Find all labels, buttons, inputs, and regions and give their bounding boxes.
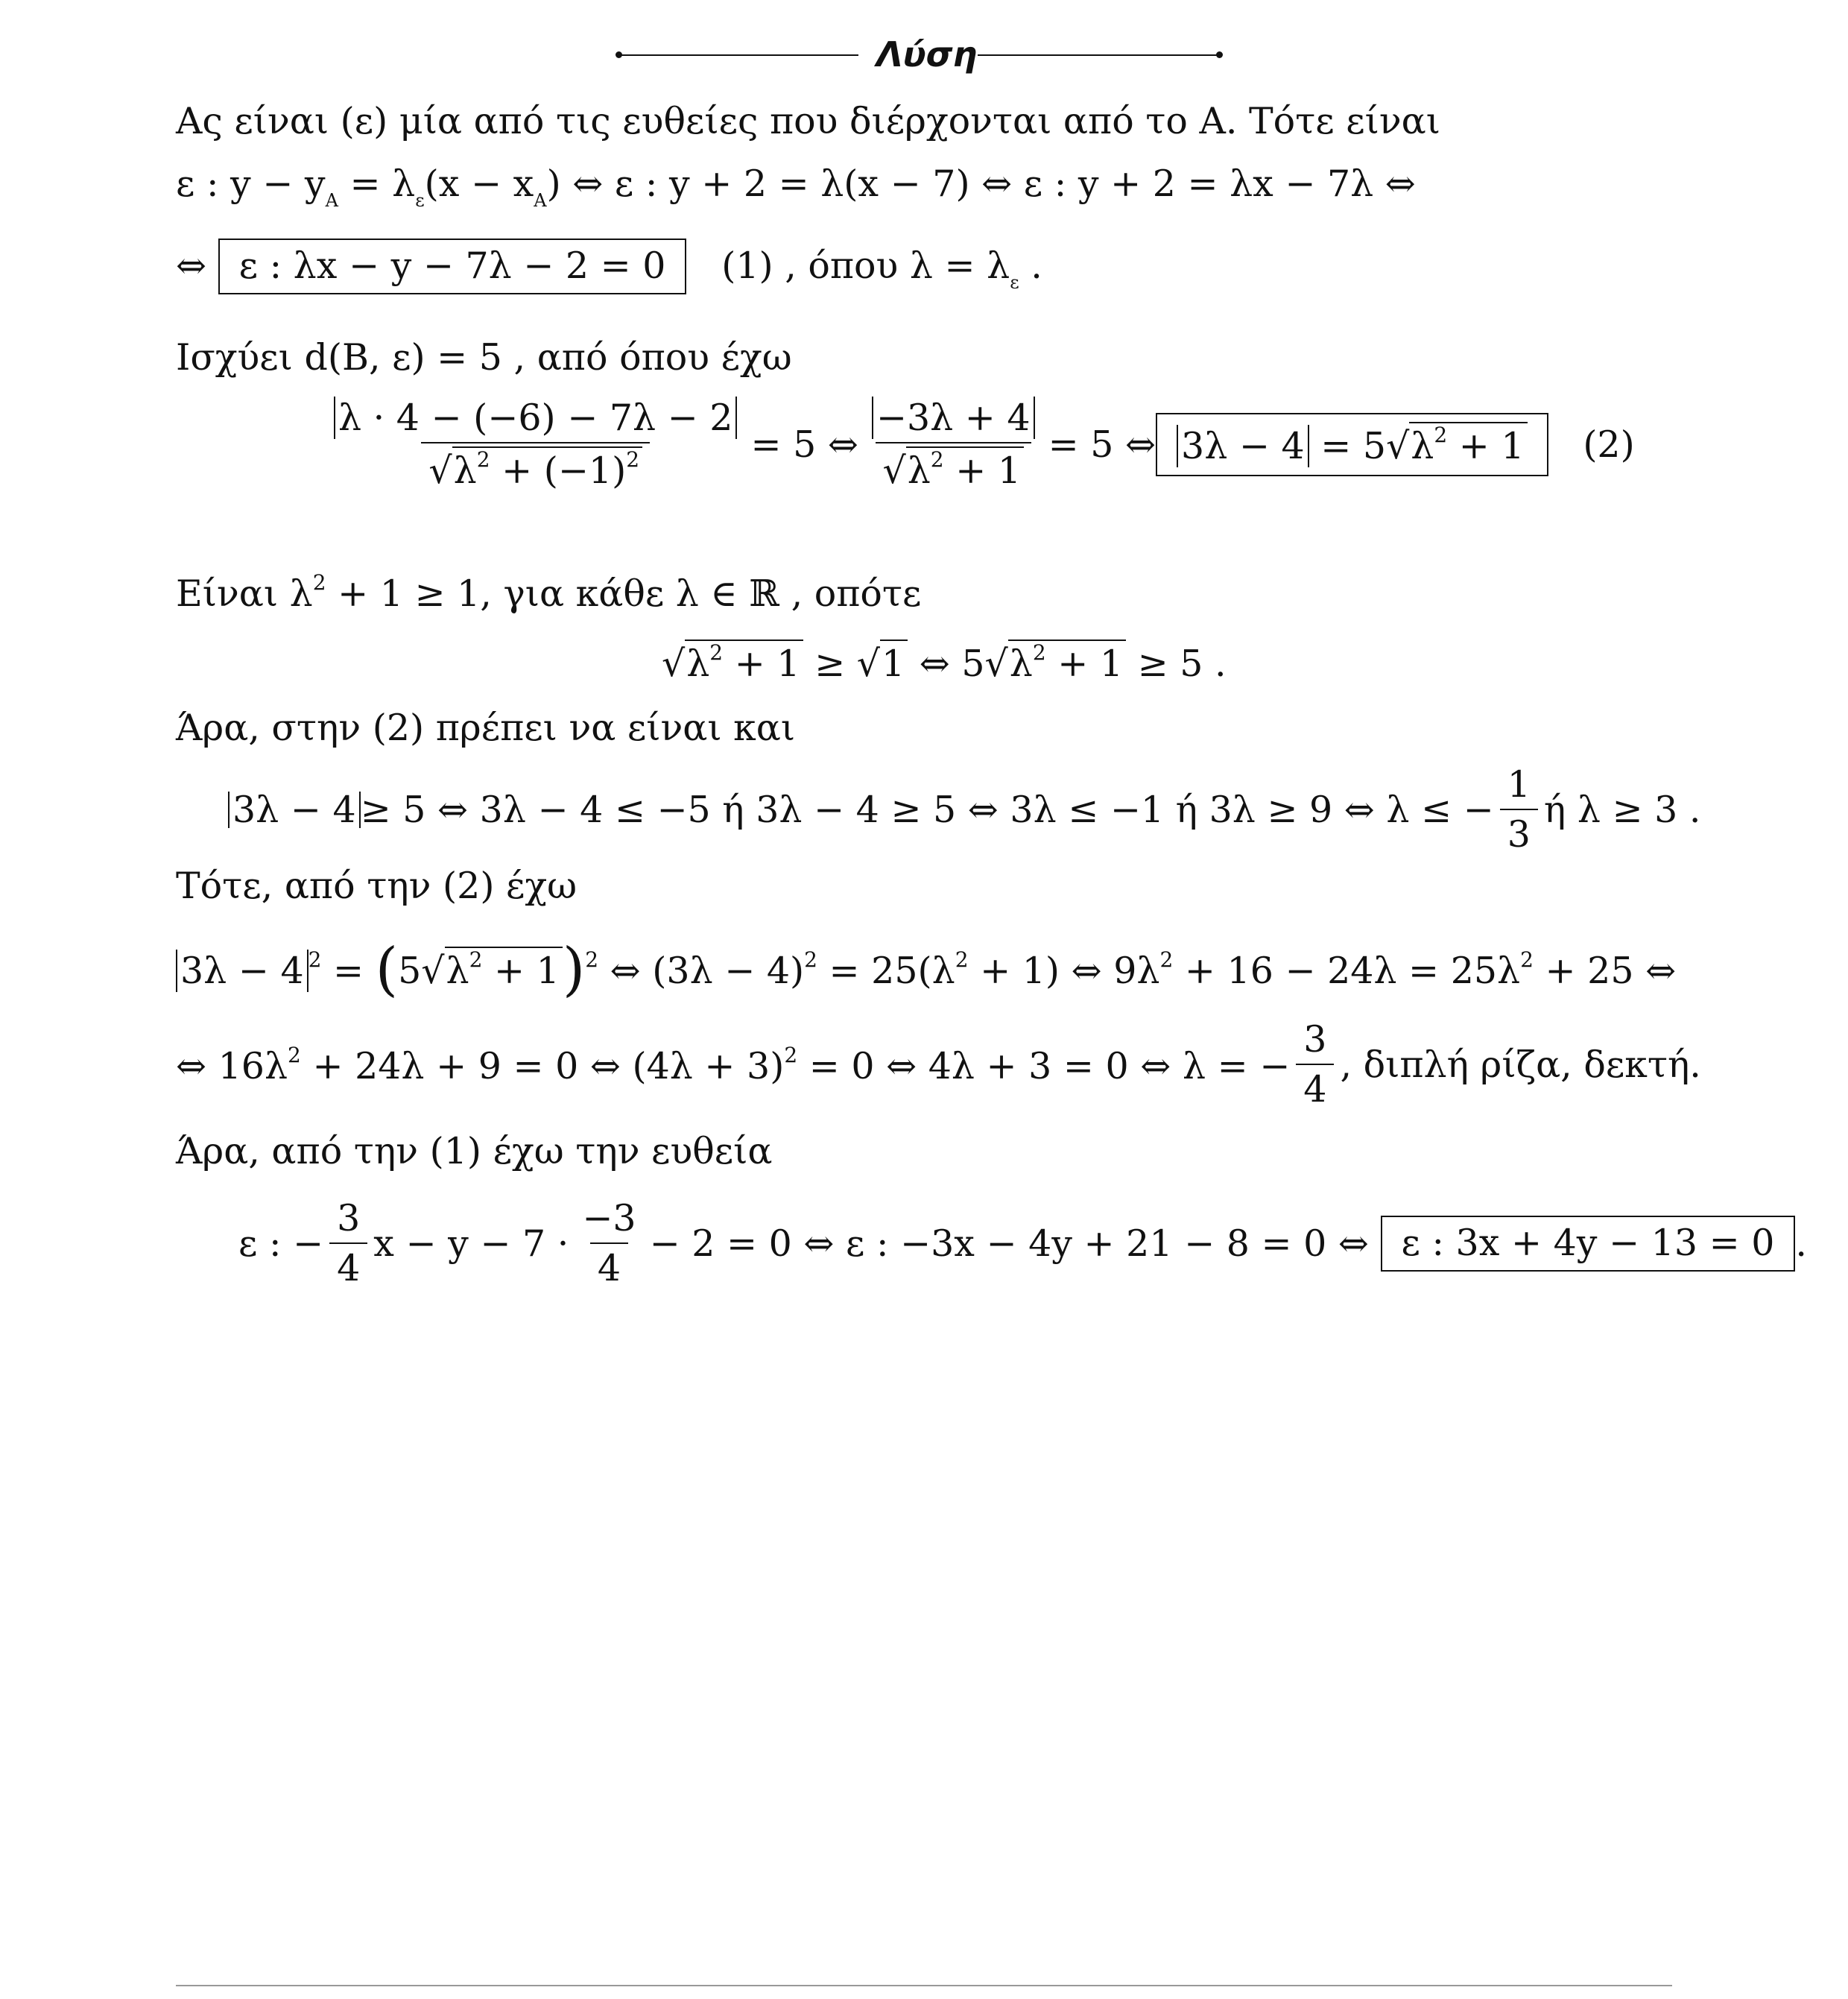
final-line-intro: Άρα, από την (1) έχω την ευθεία xyxy=(176,1130,773,1172)
boxed-final-equation: ε : 3x + 4y − 13 = 0 xyxy=(1381,1216,1796,1272)
abs-numerator-2: −3λ + 4 xyxy=(872,397,1035,439)
equiv-symbol: ⇔ xyxy=(176,244,207,287)
equation-label-2: (2) xyxy=(1583,423,1635,466)
solution-heading: Λύση xyxy=(876,34,978,75)
inequality-chain: 3λ − 4 ≥ 5 ⇔ 3λ − 4 ≤ −5 ή 3λ − 4 ≥ 5 ⇔ 3λ ≤ −1 ή 3λ ≥ 9 ⇔ λ ≤ − $\frac{1}{3}$ ή λ ≥ 3 . xyxy=(228,766,1700,853)
sqrt-denominator-1: $√\lambda^2 + (-1)^2$ xyxy=(428,449,642,489)
eq-part: . xyxy=(1019,244,1042,287)
eq-part: ) ⇔ ε : y + 2 = λ(x − 7) ⇔ ε : y + 2 = λx − 7λ ⇔ xyxy=(546,162,1416,205)
sqrt-expression: $√\lambda^2 + 1$ xyxy=(1386,425,1528,464)
eq-part: = 5 ⇔ xyxy=(1048,423,1156,466)
fraction-final-1: $\frac{3}{4}$ xyxy=(329,1200,367,1286)
eq-part: ε : y − y xyxy=(176,162,326,205)
fraction-one-third: $\frac{1}{3}$ xyxy=(1500,766,1538,853)
distance-formula xyxy=(320,397,1635,492)
eq-part: (x − x xyxy=(424,162,534,205)
eq-part: = λ xyxy=(338,162,416,205)
heading-rule-left xyxy=(618,54,858,56)
sqrt-b: √1 xyxy=(857,645,908,682)
eq-sub: ε xyxy=(1010,272,1019,293)
sqrt-a: $√\lambda^2 + 1$ xyxy=(662,642,803,682)
abs-inequality: 3λ − 4 xyxy=(228,792,361,828)
so-line: Άρα, στην (2) πρέπει να είναι και xyxy=(176,707,796,749)
abs-value: 3λ − 4 xyxy=(1177,425,1309,467)
boxed-equation-1: ε : λx − y − 7λ − 2 = 0 xyxy=(218,239,687,294)
squared-equation: 3λ − 4 $^2 = (5√\lambda^2 + 1)^2$ ⇔ $(3\lambda - 4)^2 = 25(\lambda^2 + 1)$ ⇔ $9\lambda^2 + 16 - 24\lambda = 25\lambda^2 + 25$ ⇔ xyxy=(176,941,1676,999)
sqrt-c: $√\lambda^2 + 1$ xyxy=(985,642,1127,682)
fraction-final-2: $\frac{-3}{4}$ xyxy=(582,1197,636,1289)
heading-rule-right-dot xyxy=(1216,51,1223,58)
abs-squared: 3λ − 4 xyxy=(176,950,308,992)
lambda-condition-line: Είναι $\lambda^2 + 1 \ge 1$, για κάθε λ ∈ ℝ , οπότε xyxy=(176,570,922,615)
sqrt-denominator-2: $√\lambda^2 + 1$ xyxy=(883,449,1025,489)
boxed-equation-2: $3\lambda - 4 = 5√\lambda^2 + 1$ xyxy=(1156,413,1548,476)
heading-rule-right xyxy=(978,54,1219,56)
quadratic-equation: ⇔ $16\lambda^2 + 24\lambda + 9 = 0$ ⇔ $(4\lambda + 3)^2 = 0$ ⇔ 4λ + 3 = 0 ⇔ λ = − $\frac{3}{4}$ , διπλή ρίζα, δεκτή. xyxy=(176,1018,1701,1111)
sqrt-inequality: $√\lambda^2 + 1 \ge √1$ ⇔ $5√\lambda^2 + 1 \ge 5$ . xyxy=(662,640,1227,685)
final-equation: ε : − $\frac{3}{4}$ x − y − 7 · $\frac{-3}{4}$ − 2 = 0 ⇔ ε : −3x − 4y + 21 − 8 = 0 ⇔ ε : 3x + 4y − 13 = 0 . xyxy=(238,1197,1807,1289)
line-equation xyxy=(176,162,1416,211)
sqrt-squared: $√\lambda^2 + 1$ xyxy=(421,950,563,989)
eq-sub: A xyxy=(534,190,547,211)
eq-sub: ε xyxy=(415,190,425,211)
fraction-three-quarters: $\frac{3}{4}$ xyxy=(1296,1021,1334,1108)
distance-condition-line: Ισχύει d(Β, ε) = 5 , από όπου έχω xyxy=(176,336,792,379)
eq-sub: A xyxy=(325,190,338,211)
eq-part: (1) , όπου λ = λ xyxy=(721,244,1010,287)
intro-line: Ας είναι (ε) μία από τις ευθείες που διέρχονται από το Α. Τότε είναι xyxy=(176,100,1440,142)
general-line-equation xyxy=(176,239,1042,294)
then-line: Τότε, από την (2) έχω xyxy=(176,865,578,907)
footer-rule xyxy=(176,1985,1672,1986)
fraction-1 xyxy=(326,397,744,492)
fraction-2 xyxy=(864,397,1042,492)
abs-numerator-1: λ · 4 − (−6) − 7λ − 2 xyxy=(334,397,737,439)
eq-part: = 5 ⇔ xyxy=(750,423,858,466)
